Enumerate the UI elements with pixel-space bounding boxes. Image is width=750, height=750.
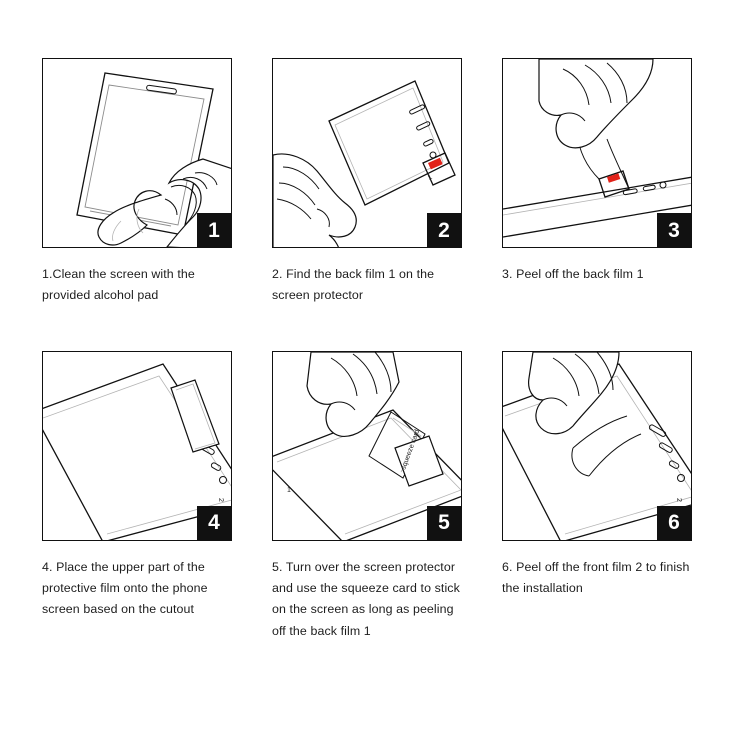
tab-label-2-step6: 2 (675, 497, 682, 502)
step-1-number-badge: 1 (197, 213, 231, 247)
step-6 (502, 351, 708, 642)
step-6-number-badge: 6 (657, 506, 691, 540)
step-5-number-badge: 5 (427, 506, 461, 540)
step-3-caption: 3. Peel off the back film 1 (502, 267, 644, 281)
step-6-illustration (502, 351, 692, 541)
step-1 (42, 58, 248, 307)
step-4-illustration (42, 351, 232, 541)
step-3-illustration (502, 58, 692, 248)
step-5 (272, 351, 478, 642)
step-1-illustration (42, 58, 232, 248)
step-3 (502, 58, 708, 307)
step-6-caption: 6. Peel off the front film 2 to finish the installation (502, 559, 690, 595)
step-2-caption: 2. Find the back film 1 on the screen protector (272, 267, 435, 303)
step-2 (272, 58, 478, 307)
step-1-caption: 1.Clean the screen with the provided alcohol pad (42, 267, 195, 303)
tab-label-1-step5: 1 (287, 486, 291, 494)
steps-grid-row-1 (42, 58, 708, 307)
steps-grid-row-2 (42, 351, 708, 642)
step-5-illustration (272, 351, 462, 541)
step-4-caption: 4. Place the upper part of the protective film onto the phone screen based on the cutout (42, 559, 208, 617)
tab-label-1: 1 (426, 173, 434, 182)
squeeze-card-label: squeeze card (400, 428, 422, 471)
step-5-caption: 5. Turn over the screen protector and use the squeeze card to stick on the screen as long as peeling off the back film 1 (272, 559, 460, 638)
tab-label-2: 2 (217, 497, 224, 502)
step-3-number-badge: 3 (657, 213, 691, 247)
step-4-number-badge: 4 (197, 506, 231, 540)
step-2-illustration (272, 58, 462, 248)
step-2-number-badge: 2 (427, 213, 461, 247)
step-4 (42, 351, 248, 642)
